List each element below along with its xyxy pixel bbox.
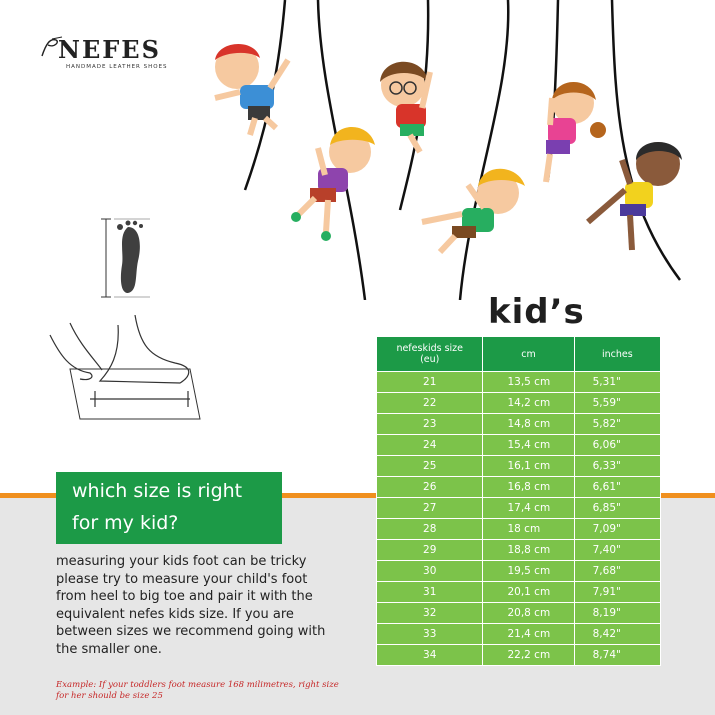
size-chart-table (376, 336, 661, 666)
measuring-instructions: measuring your kids foot can be tricky please try to measure your child's foot from heel to big toe and pair it with the equivalent nefes kids size. If you are between sizes we recommend going with the smaller one. (56, 554, 326, 657)
inches-cell: 7,68" (574, 561, 660, 582)
foot-measuring-sketch (40, 315, 220, 425)
size-cell: 30 (377, 561, 483, 582)
table-row (377, 540, 661, 561)
cm-cell: 22,2 cm (483, 645, 574, 666)
size-cell: 33 (377, 624, 483, 645)
cm-cell: 21,4 cm (483, 624, 574, 645)
size-cell: 31 (377, 582, 483, 603)
cm-cell: 13,5 cm (483, 372, 574, 393)
inches-cell: 5,31" (574, 372, 660, 393)
kid-climber-3 (380, 62, 430, 152)
brand-logo (40, 35, 168, 70)
cm-cell: 20,1 cm (483, 582, 574, 603)
cm-cell: 15,4 cm (483, 435, 574, 456)
kid-climber-1 (215, 44, 288, 135)
table-row (377, 519, 661, 540)
inches-cell: 5,59" (574, 393, 660, 414)
inches-cell: 8,42" (574, 624, 660, 645)
cm-cell: 18 cm (483, 519, 574, 540)
cm-cell: 17,4 cm (483, 498, 574, 519)
table-row (377, 456, 661, 477)
table-row (377, 645, 661, 666)
size-cell: 34 (377, 645, 483, 666)
cm-cell: 20,8 cm (483, 603, 574, 624)
page-title: kid’s (488, 292, 585, 332)
kid-climber-2 (291, 127, 375, 241)
inches-cell: 8,74" (574, 645, 660, 666)
table-row (377, 414, 661, 435)
example-note: Example: If your toddlers foot measure 168 milimetres, right size for her should be size 25 (56, 680, 339, 701)
cm-cell: 14,2 cm (483, 393, 574, 414)
heading-line-2: for my kid? (72, 512, 179, 534)
inches-cell: 7,40" (574, 540, 660, 561)
kid-climber-4 (422, 169, 525, 252)
climbing-kids-illustration (200, 0, 700, 300)
inches-cell: 6,06" (574, 435, 660, 456)
cm-cell: 14,8 cm (483, 414, 574, 435)
table-row (377, 603, 661, 624)
table-row (377, 435, 661, 456)
table-row (377, 393, 661, 414)
size-cell: 23 (377, 414, 483, 435)
cm-cell: 19,5 cm (483, 561, 574, 582)
size-cell: 26 (377, 477, 483, 498)
cm-cell: 18,8 cm (483, 540, 574, 561)
inches-cell: 6,33" (574, 456, 660, 477)
table-row (377, 477, 661, 498)
kid-climber-5 (546, 82, 606, 182)
heading-line-1: which size is right (72, 480, 243, 502)
header-cm: cm (483, 337, 574, 372)
size-cell: 29 (377, 540, 483, 561)
inches-cell: 7,09" (574, 519, 660, 540)
table-row (377, 624, 661, 645)
header-inches: inches (574, 337, 660, 372)
question-heading-box (56, 472, 282, 544)
table-row (377, 582, 661, 603)
brand-tagline: HANDMADE LEATHER SHOES (66, 64, 168, 70)
size-cell: 27 (377, 498, 483, 519)
size-cell: 24 (377, 435, 483, 456)
brand-name: NEFES (58, 35, 161, 64)
header-size: nefeskids size (eu) (377, 337, 483, 372)
inches-cell: 7,91" (574, 582, 660, 603)
cm-cell: 16,1 cm (483, 456, 574, 477)
needle-thread-icon (40, 36, 64, 58)
size-cell: 32 (377, 603, 483, 624)
inches-cell: 8,19" (574, 603, 660, 624)
table-row (377, 498, 661, 519)
kid-climber-6 (588, 142, 682, 250)
foot-ruler-icon (98, 215, 158, 301)
size-cell: 21 (377, 372, 483, 393)
cm-cell: 16,8 cm (483, 477, 574, 498)
table-row (377, 561, 661, 582)
inches-cell: 5,82" (574, 414, 660, 435)
size-cell: 28 (377, 519, 483, 540)
inches-cell: 6,85" (574, 498, 660, 519)
inches-cell: 6,61" (574, 477, 660, 498)
size-cell: 25 (377, 456, 483, 477)
table-header-row (377, 337, 661, 372)
size-cell: 22 (377, 393, 483, 414)
table-row (377, 372, 661, 393)
